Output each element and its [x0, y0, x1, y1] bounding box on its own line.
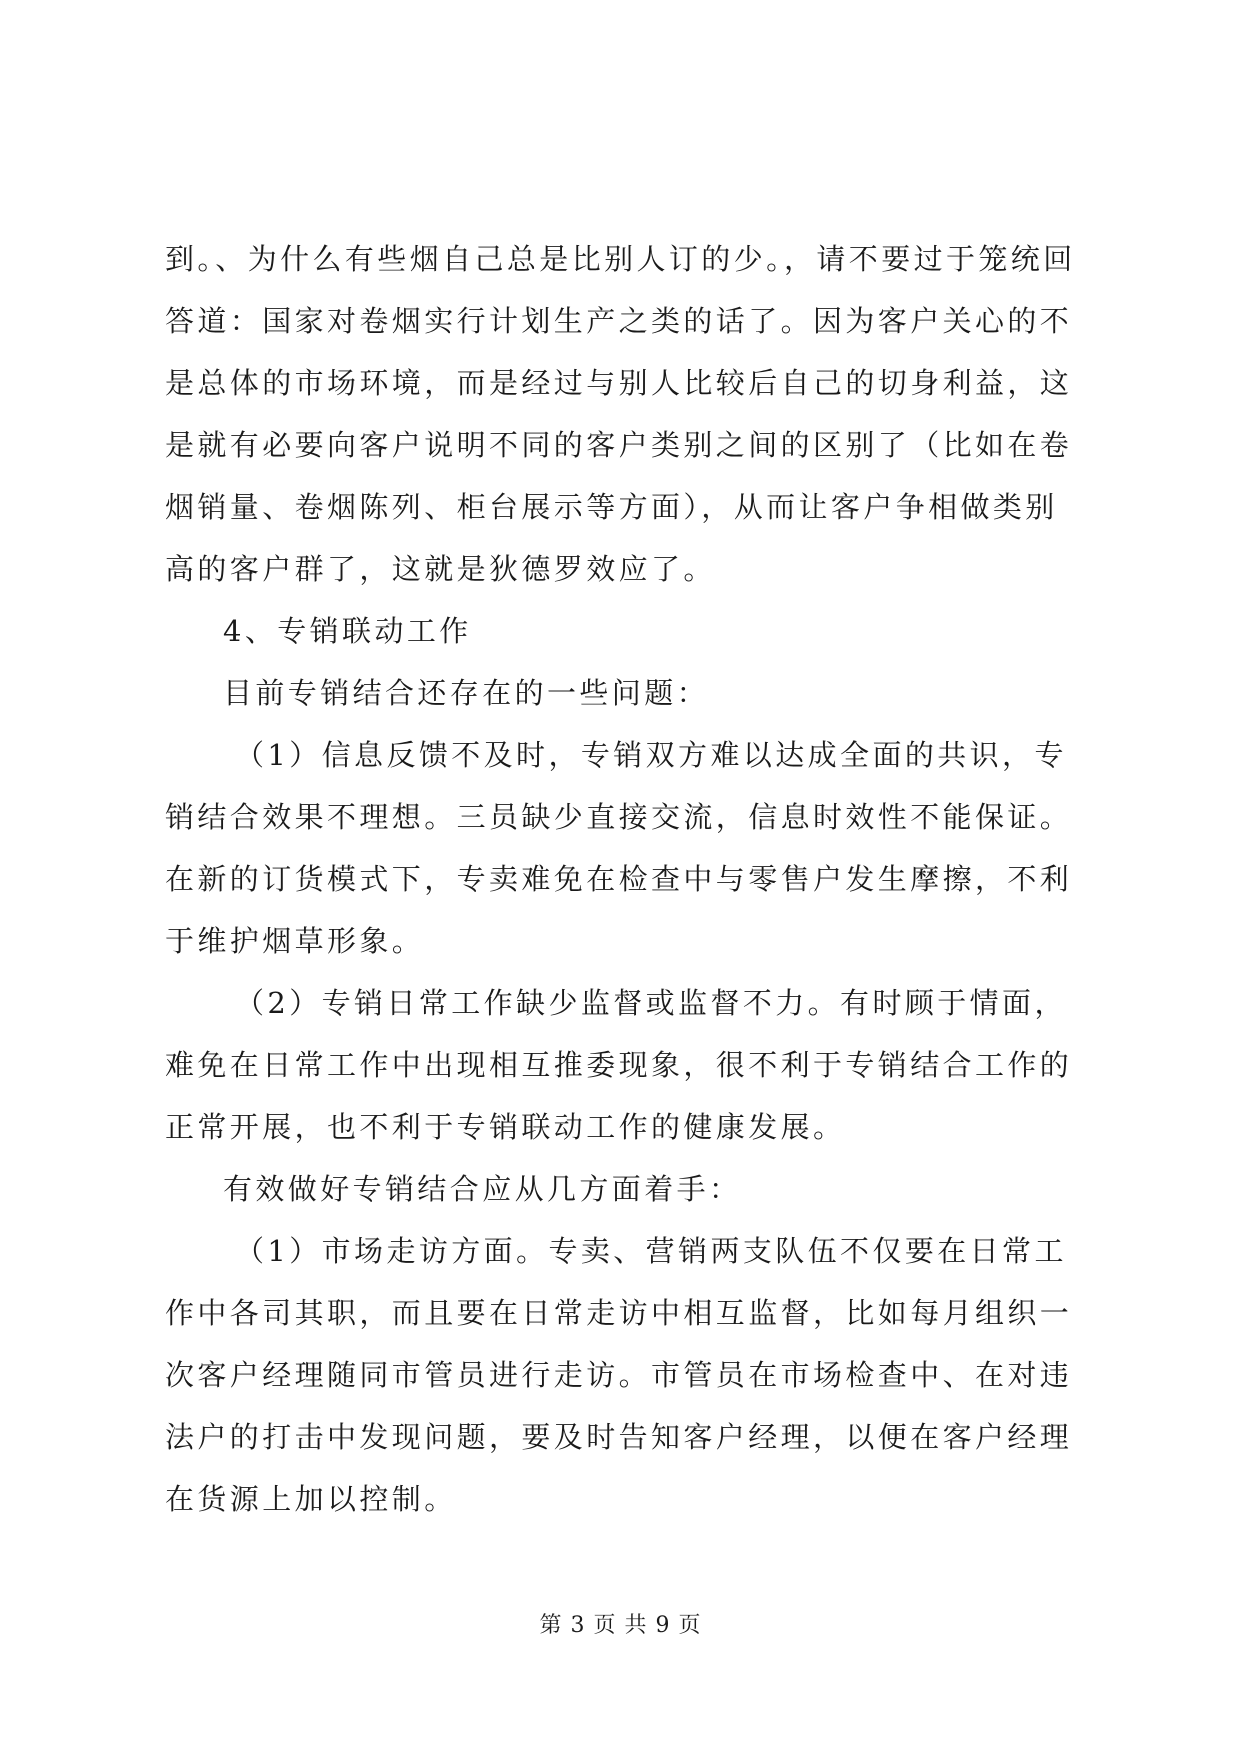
text-line: 次客户经理随同市管员进行走访。市管员在市场检查中、在对违: [165, 1358, 1073, 1392]
list-item-start: （2）专销日常工作缺少监督或监督不力。有时顾于情面，: [235, 986, 1067, 1020]
text-line: 烟销量、卷烟陈列、柜台展示等方面），从而让客户争相做类别: [165, 490, 1058, 524]
text-line: 是就有必要向客户说明不同的客户类别之间的区别了（比如在卷: [165, 428, 1073, 462]
text-line: 正常开展，也不利于专销联动工作的健康发展。: [165, 1110, 846, 1144]
paragraph-intro: 目前专销结合还存在的一些问题：: [223, 676, 710, 710]
paragraph-intro: 有效做好专销结合应从几方面着手：: [223, 1172, 742, 1206]
text-line: 难免在日常工作中出现相互推委现象，很不利于专销结合工作的: [165, 1048, 1073, 1082]
body-text: [165, 228, 1085, 1530]
text-line: 答道：国家对卷烟实行计划生产之类的话了。因为客户关心的不: [165, 304, 1073, 338]
text-line: 是总体的市场环境，而是经过与别人比较后自己的切身利益，这: [165, 366, 1073, 400]
text-line: 在货源上加以控制。: [165, 1482, 457, 1516]
text-line: 销结合效果不理想。三员缺少直接交流，信息时效性不能保证。: [165, 800, 1073, 834]
text-line: 到。、为什么有些烟自己总是比别人订的少。，请不要过于笼统回: [165, 242, 1076, 276]
page-number: 第 3 页 共 9 页: [539, 1613, 702, 1638]
list-item-start: （1）市场走访方面。专卖、营销两支队伍不仅要在日常工: [235, 1234, 1067, 1268]
section-heading: 4、专销联动工作: [223, 614, 472, 648]
text-line: 法户的打击中发现问题，要及时告知客户经理，以便在客户经理: [165, 1420, 1073, 1454]
text-line: 于维护烟草形象。: [165, 924, 425, 958]
text-line: 在新的订货模式下，专卖难免在检查中与零售户发生摩擦，不利: [165, 862, 1073, 896]
text-line: 高的客户群了，这就是狄德罗效应了。: [165, 552, 716, 586]
list-item-start: （1）信息反馈不及时，专销双方难以达成全面的共识，专: [235, 738, 1067, 772]
text-line: 作中各司其职，而且要在日常走访中相互监督，比如每月组织一: [165, 1296, 1073, 1330]
